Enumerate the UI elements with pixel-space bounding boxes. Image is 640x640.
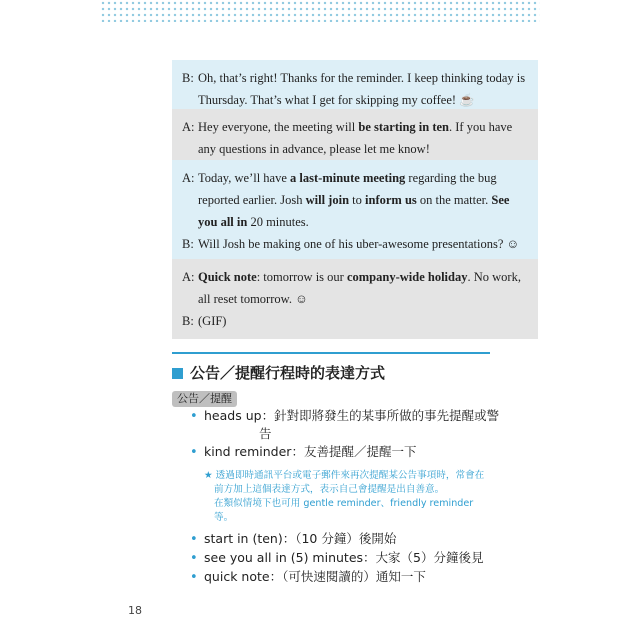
dialog-text — [198, 167, 526, 233]
dialog-segment: regarding the bug reported earlier. Josh — [198, 171, 497, 207]
key-phrase: See you all in — [198, 193, 510, 229]
usage-note — [204, 469, 494, 525]
dialog-text — [198, 310, 526, 332]
speaker-label: A: — [182, 120, 195, 134]
desc-kind-reminder: ：友善提醒／提醒一下 — [291, 444, 417, 459]
dialog-segment: on the matter. — [416, 193, 492, 207]
speaker-label: A: — [182, 171, 195, 185]
bullet-dot-icon: • — [190, 570, 198, 585]
desc-start-in: ：（10 分鐘）後開始 — [282, 531, 397, 546]
bullet-heads-up — [190, 407, 499, 442]
bullet-dot-icon: • — [190, 532, 198, 547]
note-line-3: 在類似情境下也可用 gentle reminder、friendly reminder — [214, 498, 474, 509]
term-heads-up: heads up — [204, 408, 262, 423]
square-bullet-icon — [172, 368, 183, 379]
term-start-in: start in (ten) — [204, 531, 283, 546]
dialog-text — [198, 233, 526, 255]
bullet-dot-icon: • — [190, 409, 198, 424]
desc-heads-up-cont: 告 — [259, 426, 272, 441]
dialog-line — [182, 116, 526, 160]
key-phrase: will join — [305, 193, 350, 207]
dialog-segment: . No work, all reset tomorrow. ☺ — [198, 270, 521, 306]
dialog-segment: Will Josh be making one of his uber-awesome presentations? ☺ — [198, 237, 520, 251]
note-star-icon: ★ — [204, 470, 216, 481]
desc-see-you-all-in: ：大家（5）分鐘後見 — [363, 550, 484, 565]
dialog-text — [198, 116, 526, 160]
key-phrase: Quick note — [198, 270, 257, 284]
dialog-box-3 — [172, 160, 538, 262]
dialog-line — [182, 233, 526, 255]
key-phrase: a last-minute meeting — [290, 171, 406, 185]
dialog-line — [182, 67, 526, 111]
key-phrase: be starting in ten — [358, 120, 449, 134]
dialog-segment: Today, we’ll have — [198, 171, 291, 185]
dialog-segment: ☕ — [459, 93, 475, 107]
speaker-label: A: — [182, 270, 195, 284]
term-see-you-all-in: see you all in (5) minutes — [204, 550, 364, 565]
dialog-segment: Hey everyone, the meeting will — [198, 120, 359, 134]
bullet-kind-reminder — [190, 443, 416, 461]
key-phrase: company-wide holiday — [346, 270, 468, 284]
bullet-start-in — [190, 530, 396, 548]
note-line-4: 等。 — [214, 512, 234, 523]
key-phrase: inform us — [365, 193, 417, 207]
bullet-see-you-all-in — [190, 549, 484, 567]
bullet-quick-note — [190, 568, 426, 586]
speaker-label: B: — [182, 237, 194, 251]
term-kind-reminder: kind reminder — [204, 444, 292, 459]
dialog-segment: . If you have any questions in advance, please let me know! — [198, 120, 513, 156]
dialog-segment: (GIF) — [198, 314, 227, 328]
bullet-dot-icon: • — [190, 445, 198, 460]
category-badge: 公告／提醒 — [172, 391, 237, 407]
speaker-label: B: — [182, 314, 194, 328]
section-title — [172, 352, 490, 383]
dialog-segment: : tomorrow is our — [256, 270, 347, 284]
dialog-line — [182, 167, 526, 233]
page-number: 18 — [128, 604, 142, 617]
dialog-text — [198, 67, 526, 111]
dialog-segment: to — [349, 193, 366, 207]
note-line-2: 前方加上這個表達方式，表示自己會提醒是出自善意。 — [214, 484, 445, 495]
dialog-line — [182, 310, 526, 332]
desc-quick-note: ：（可快速閱讀的）通知一下 — [269, 569, 426, 584]
dialog-box-4 — [172, 259, 538, 339]
dialog-box-2 — [172, 109, 538, 167]
dialog-line — [182, 266, 526, 310]
header-dot-pattern — [100, 0, 540, 22]
dialog-segment: Oh, that’s right! Thanks for the reminder. I keep thinking today is Thursday. That’s what I get for skipping my coffee! — [198, 71, 526, 107]
term-quick-note: quick note — [204, 569, 270, 584]
desc-heads-up: ：針對即將發生的某事所做的事先提醒或警 — [261, 408, 500, 423]
section-title-text: 公告／提醒行程時的表達方式 — [190, 364, 386, 382]
note-line-1: 透過即時通訊平台或電子郵件來再次提醒某公告事項時，常會在 — [215, 470, 485, 481]
speaker-label: B: — [182, 71, 194, 85]
dialog-segment: 20 minutes. — [247, 215, 309, 229]
bullet-dot-icon: • — [190, 551, 198, 566]
dialog-text — [198, 266, 526, 310]
